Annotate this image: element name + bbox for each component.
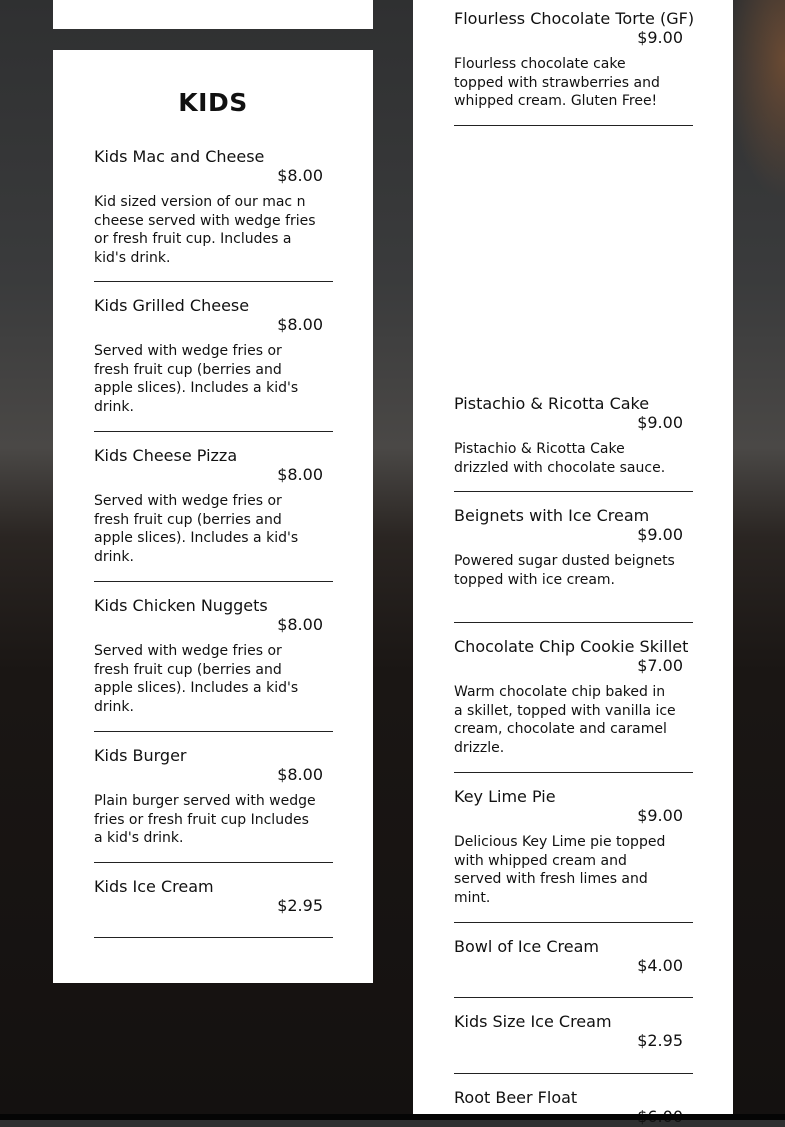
item-description: Warm chocolate chip baked in a skillet, topped with vanilla ice cream, chocolate and caramel drizzle. [454, 684, 676, 756]
dessert-menu-card [413, 0, 733, 1114]
divider [454, 125, 693, 126]
previous-menu-card [53, 0, 373, 29]
item-description: Flourless chocolate cake topped with strawberries and whipped cream. Gluten Free! [454, 56, 660, 110]
menu-item[interactable] [94, 147, 333, 267]
item-price: $7.00 [637, 656, 683, 675]
menu-item[interactable] [454, 787, 693, 907]
item-description: Served with wedge fries or fresh fruit cup (berries and apple slices). Includes a kid's drink. [94, 643, 299, 715]
bottom-edge [0, 1114, 785, 1120]
divider [94, 281, 333, 282]
item-name: Kids Ice Cream [94, 877, 214, 896]
item-description: Served with wedge fries or fresh fruit cup (berries and apple slices). Includes a kid's drink. [94, 493, 299, 565]
menu-item[interactable] [454, 637, 693, 757]
divider [454, 997, 693, 998]
item-name: Kids Mac and Cheese [94, 147, 265, 166]
menu-item[interactable] [94, 296, 333, 416]
item-price: $8.00 [277, 765, 323, 784]
item-description: Powered sugar dusted beignets topped with ice cream. [454, 553, 675, 588]
menu-item[interactable] [94, 446, 333, 566]
item-name: Kids Burger [94, 746, 187, 765]
menu-item[interactable] [94, 877, 333, 916]
item-name: Pistachio & Ricotta Cake [454, 394, 650, 413]
item-description: Served with wedge fries or fresh fruit cup (berries and apple slices). Includes a kid's drink. [94, 343, 299, 415]
item-price: $9.00 [637, 413, 683, 432]
item-name: Kids Size Ice Cream [454, 1012, 612, 1031]
item-price: $9.00 [637, 806, 683, 825]
item-price: $4.00 [637, 956, 683, 975]
divider [454, 922, 693, 923]
menu-item[interactable] [454, 394, 693, 477]
item-price: $9.00 [637, 28, 683, 47]
item-name: Beignets with Ice Cream [454, 506, 650, 525]
divider [94, 581, 333, 582]
item-description: Plain burger served with wedge fries or fresh fruit cup Includes a kid's drink. [94, 793, 316, 847]
item-name: Kids Cheese Pizza [94, 446, 238, 465]
background-glow [725, 0, 785, 200]
divider [94, 731, 333, 732]
divider [454, 772, 693, 773]
item-name: Root Beer Float [454, 1088, 578, 1107]
item-price: $8.00 [277, 615, 323, 634]
item-description: Pistachio & Ricotta Cake drizzled with chocolate sauce. [454, 441, 666, 476]
item-price: $2.95 [277, 896, 323, 915]
menu-item[interactable] [94, 746, 333, 848]
menu-item[interactable] [454, 1012, 693, 1051]
section-title-kids: KIDS [178, 88, 248, 117]
item-price: $8.00 [277, 465, 323, 484]
divider [94, 862, 333, 863]
item-price: $9.00 [637, 525, 683, 544]
item-name: Key Lime Pie [454, 787, 556, 806]
item-description: Kid sized version of our mac n cheese served with wedge fries or fresh fruit cup. Includes a kid's drink. [94, 194, 316, 266]
divider [94, 937, 333, 938]
divider [454, 622, 693, 623]
item-name: Kids Grilled Cheese [94, 296, 250, 315]
item-name: Bowl of Ice Cream [454, 937, 599, 956]
item-name: Chocolate Chip Cookie Skillet [454, 637, 689, 656]
menu-item[interactable] [454, 937, 693, 976]
item-price: $2.95 [637, 1031, 683, 1050]
item-name: Kids Chicken Nuggets [94, 596, 268, 615]
item-name: Flourless Chocolate Torte (GF) [454, 9, 695, 28]
item-price: $8.00 [277, 315, 323, 334]
divider [454, 1073, 693, 1074]
divider [94, 431, 333, 432]
menu-item[interactable] [454, 506, 693, 589]
menu-item[interactable] [94, 596, 333, 716]
menu-item[interactable] [454, 9, 693, 111]
menu-item[interactable] [454, 1088, 693, 1127]
divider [454, 491, 693, 492]
item-description: Delicious Key Lime pie topped with whipped cream and served with fresh limes and mint. [454, 834, 666, 906]
item-price: $8.00 [277, 166, 323, 185]
kids-menu-card [53, 50, 373, 983]
